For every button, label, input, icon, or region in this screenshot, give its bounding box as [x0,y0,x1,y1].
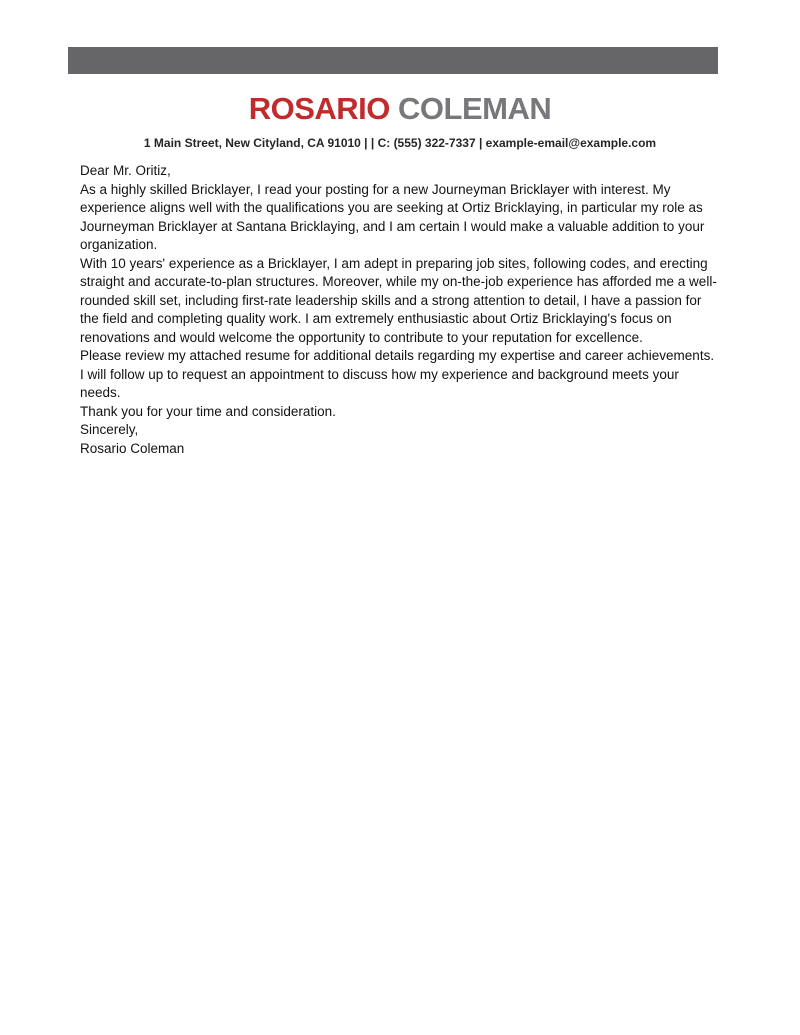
greeting-line: Dear Mr. Oritiz, [80,163,171,178]
body-paragraph: Please review my attached resume for additional details regarding my expertise and career achievements. I will follow up to request an appointment to discuss how my experience and background meets your needs. [80,348,715,400]
body-paragraph: With 10 years' experience as a Bricklayer, I am adept in preparing job sites, following codes, and erecting straight and accurate-to-plan structures. Moreover, while my on-the-job experience has afforded me a well-rounded skill set, including first-rate leadership skills and a strong attention to detail, I have a passion for the field and completing quality work. I am extremely enthusiastic about Ortiz Bricklaying's focus on renovations and would welcome the opportunity to contribute to your reputation for excellence. [80,255,717,345]
letter-body [80,162,720,458]
closing-thanks: Thank you for your time and consideration. [80,403,336,419]
candidate-first-name: ROSARIO [248,91,390,126]
candidate-last-name: COLEMAN [398,91,552,126]
contact-line: 1 Main Street, New Cityland, CA 91010 | | C: (555) 322-7337 | example-email@example.com [143,136,657,150]
signature-name: Rosario Coleman [80,440,185,456]
closing-salutation: Sincerely, [80,422,139,437]
body-paragraph: As a highly skilled Bricklayer, I read your posting for a new Journeyman Bricklayer with interest. My experience aligns well with the qualifications you are seeking at Ortiz Bricklaying, in particular my role as Journeyman Bricklayer at Santana Bricklaying, and I am certain I would make a valuable addition to your organization. [80,181,705,252]
header-accent-bar [68,47,718,74]
candidate-name [0,92,800,126]
